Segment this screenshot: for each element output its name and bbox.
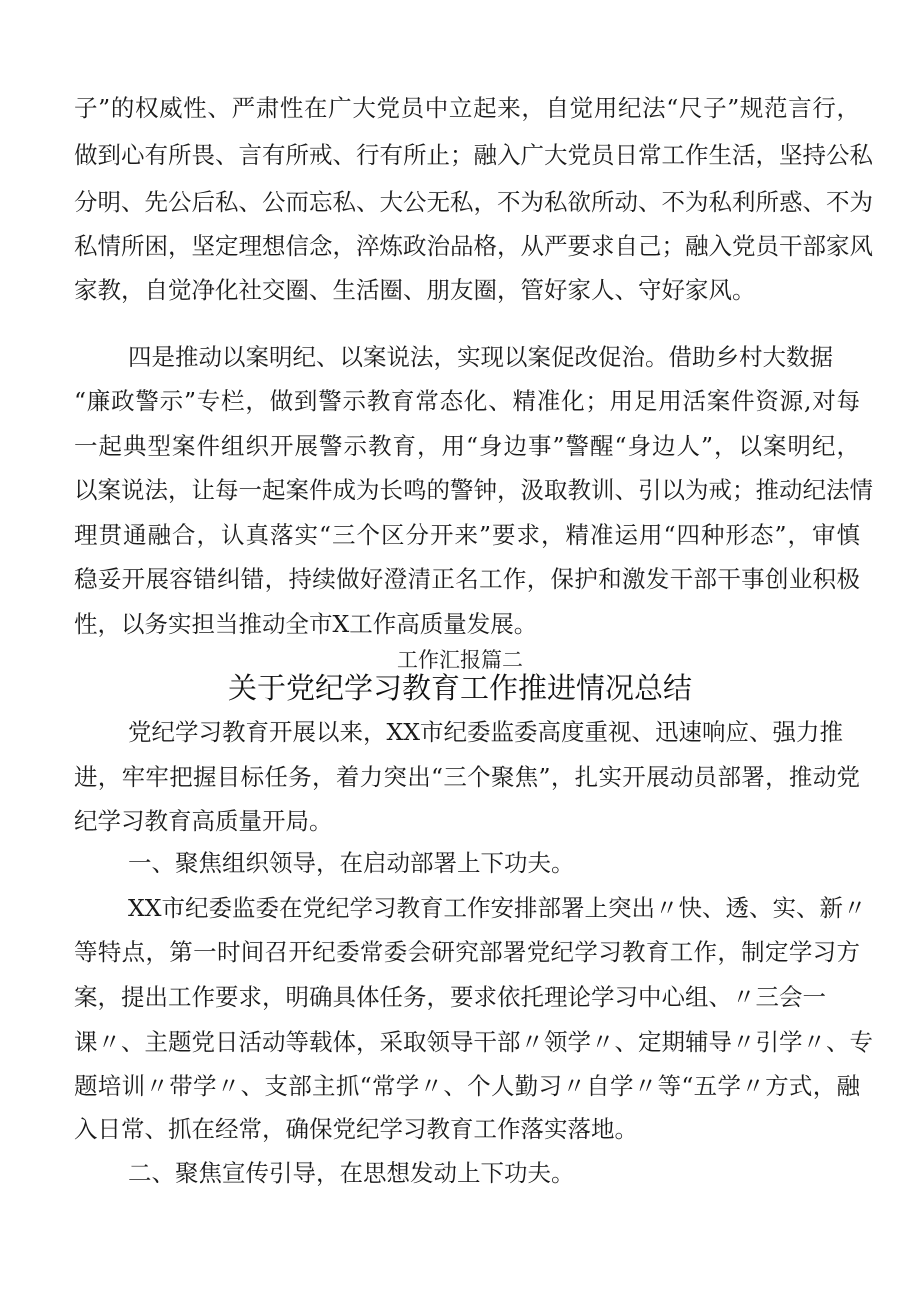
paragraph-line: “廉政警示”专栏，做到警示教育常态化、精准化；用足用活案件资源,对每 <box>74 387 860 415</box>
paragraph-line: 性，以务实担当推动全市X工作高质量发展。 <box>74 610 538 638</box>
paragraph-line: 案，提出工作要求，明确具体任务，要求依托理论学习中心组、〃三会一 <box>74 983 826 1011</box>
paragraph-line: 课〃、主题党日活动等载体，采取领导干部〃领学〃、定期辅导〃引学〃、专 <box>74 1028 873 1056</box>
paragraph-line: 私情所困，坚定理想信念，淬炼政治品格，从严要求自己；融入党员干部家风 <box>74 232 873 260</box>
paragraph-line: 题培训〃带学〃、支部主抓“常学〃、个人勤习〃自学〃等“五学〃方式，融 <box>74 1072 860 1100</box>
paragraph-line: 理贯通融合，认真落实“三个区分开来”要求，精准运用“四种形态”，审慎 <box>74 521 860 549</box>
paragraph-line: 等特点，第一时间召开纪委常委会研究部署党纪学习教育工作，制定学习方 <box>74 938 860 966</box>
section-heading: 一、聚焦组织领导，在启动部署上下功夫。 <box>128 849 575 877</box>
page-title: 关于党纪学习教育工作推进情况总结 <box>227 671 692 705</box>
paragraph-line: 子”的权威性、严肃性在广大党员中立起来，自觉用纪法“尺子”规范言行， <box>74 94 860 122</box>
paragraph-line: 纪学习教育高质量开局。 <box>74 807 333 835</box>
paragraph-line: 做到心有所畏、言有所戒、行有所止；融入广大党员日常工作生活，坚持公私 <box>74 141 873 169</box>
paragraph-line: 四是推动以案明纪、以案说法，实现以案促改促治。借助乡村大数据 <box>128 343 833 371</box>
paragraph-line: 家教，自觉净化社交圈、生活圈、朋友圈，管好家人、守好家风。 <box>74 276 756 304</box>
paragraph-line: 分明、先公后私、公而忘私、大公无私，不为私欲所动、不为私利所惑、不为 <box>74 188 873 216</box>
paragraph-line: 进，牢牢把握目标任务，着力突出“三个聚焦”，扎实开展动员部署，推动党 <box>74 763 860 791</box>
paragraph-line: XX市纪委监委在党纪学习教育工作安排部署上突出〃快、透、实、新〃 <box>128 894 867 922</box>
paragraph-line: 党纪学习教育开展以来，XX市纪委监委高度重视、迅速响应、强力推 <box>128 718 843 746</box>
section-heading: 二、聚焦宣传引导，在思想发动上下功夫。 <box>128 1159 575 1187</box>
paragraph-line: 入日常、抓在经常，确保党纪学习教育工作落实落地。 <box>74 1115 638 1143</box>
paragraph-line: 一起典型案件组织开展警示教育，用“身边事”警醒“身边人”，以案明纪， <box>74 432 860 460</box>
paragraph-line: 稳妥开展容错纠错，持续做好澄清正名工作，保护和激发干部干事创业积极 <box>74 565 860 593</box>
paragraph-line: 以案说法，让每一起案件成为长鸣的警钟，汲取教训、引以为戒；推动纪法情 <box>74 476 873 504</box>
section-subheading: 工作汇报篇二 <box>397 648 523 672</box>
